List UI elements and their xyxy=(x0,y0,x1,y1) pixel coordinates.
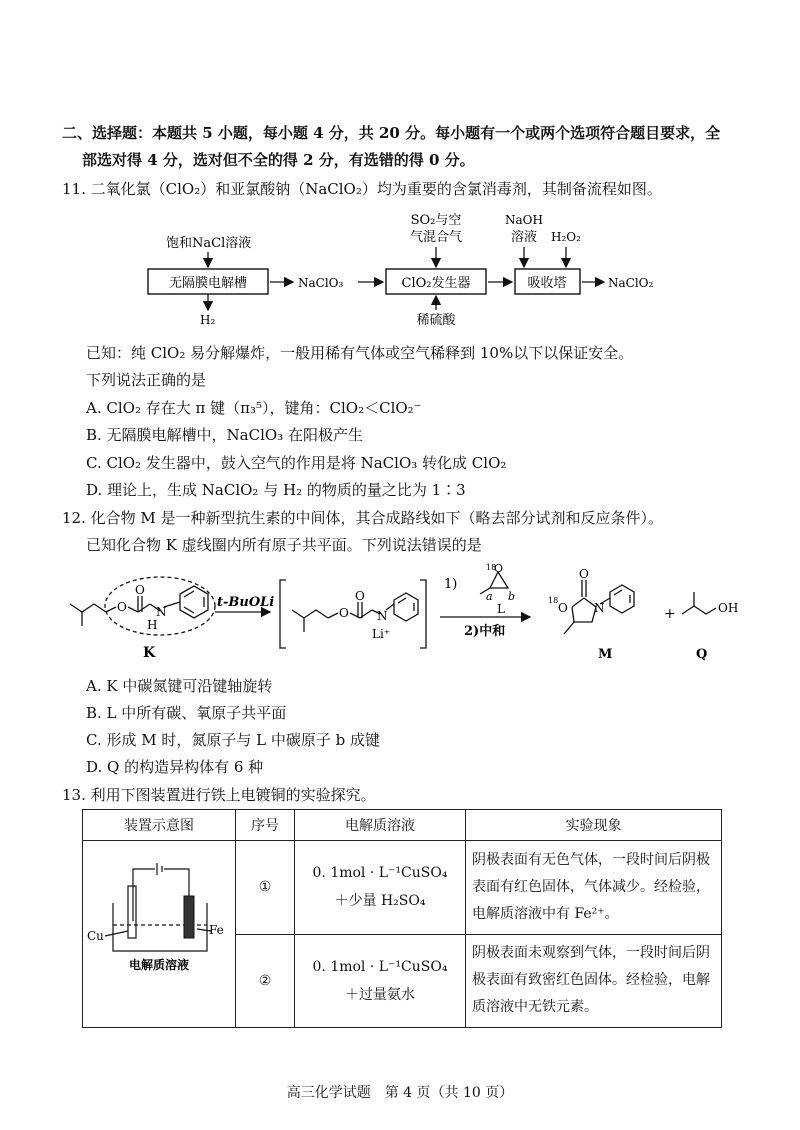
M-iso18: 18 xyxy=(548,596,559,605)
q11-stem: 11. 二氧化氯（ClO₂）和亚氯酸钠（NaClO₂）均为重要的含氯消毒剂，其制备流程如图。 xyxy=(62,180,662,198)
row2-solution-l2: ＋过量氨水 xyxy=(345,986,415,1003)
M-O-ring: O xyxy=(558,601,568,615)
int-O-carbonyl: O xyxy=(355,589,365,603)
M-N: N xyxy=(594,601,605,615)
flow-input-h2so4: 稀硫酸 xyxy=(416,313,456,328)
step2-label: 2)中和 xyxy=(464,624,506,639)
q12-stem2: 已知化合物 K 虚线圈内所有原子共平面。下列说法错误的是 xyxy=(86,536,482,554)
header-solution: 电解质溶液 xyxy=(295,810,466,841)
table-header-row xyxy=(83,810,722,841)
L-atom-b: b xyxy=(508,590,516,603)
q11-ask: 下列说法正确的是 xyxy=(86,371,207,389)
L-O: O xyxy=(494,562,504,575)
q12-option-d: D. Q 的构造异构体有 6 种 xyxy=(86,758,264,776)
step1-label: 1) xyxy=(444,577,458,592)
electroplating-apparatus xyxy=(83,841,235,1023)
K-N: N xyxy=(156,605,167,619)
int-N: N xyxy=(377,609,388,623)
M-O-carbonyl: O xyxy=(579,567,589,581)
row1-phenomenon: 阴极表面有无色气体，一段时间后阴极表面有红色固体，气体减少。经检验，电解质溶液中有 Fe²⁺。 xyxy=(466,841,722,935)
device-label-fe: Fe xyxy=(209,923,224,937)
flow-box2-label: ClO₂发生器 xyxy=(401,276,471,291)
flow-input-naoh-l1: NaOH xyxy=(505,213,543,227)
label-L: L xyxy=(497,602,505,616)
flow-input-so2-l1: SO₂与空 xyxy=(410,213,462,228)
q11-flow-diagram xyxy=(0,210,800,330)
flow-input-h2o2: H₂O₂ xyxy=(551,230,581,244)
flow-product-naclo3: NaClO₃ xyxy=(298,276,344,290)
row1-no: ① xyxy=(236,841,295,935)
plus-sign: + xyxy=(664,606,676,622)
compound-Q xyxy=(682,592,716,614)
q11-option-c: C. ClO₂ 发生器中，鼓入空气的作用是将 NaClO₃ 转化成 ClO₂ xyxy=(86,454,507,472)
header-phenomenon: 实验现象 xyxy=(466,810,722,841)
q12-option-a: A. K 中碳氮键可沿键轴旋转 xyxy=(86,677,273,695)
label-M: M xyxy=(598,647,613,662)
table-row xyxy=(83,841,722,935)
label-K: K xyxy=(143,645,156,661)
flow-byproduct-h2: H₂ xyxy=(200,313,216,327)
device-label-cu: Cu xyxy=(87,929,104,943)
intermediate-anion xyxy=(280,580,426,648)
K-O-ester: O xyxy=(117,600,127,614)
reagent-tBuOLi: t-BuOLi xyxy=(217,595,275,610)
device-cell xyxy=(83,841,236,1028)
L-iso18: 18 xyxy=(486,563,497,572)
q12-stem: 12. 化合物 M 是一种新型抗生素的中间体，其合成路线如下（略去部分试剂和反应条件）。 xyxy=(62,509,664,527)
Q-OH: OH xyxy=(718,601,739,615)
q12-option-c: C. 形成 M 时，氮原子与 L 中碳原子 b 成键 xyxy=(86,731,381,749)
device-caption: 电解质溶液 xyxy=(128,958,190,972)
flow-box1-label: 无隔膜电解槽 xyxy=(168,276,248,291)
row2-no: ② xyxy=(236,934,295,1028)
compound-L xyxy=(480,572,508,594)
int-Li: Li⁺ xyxy=(372,627,391,641)
page-footer: 高三化学试题 第 4 页（共 10 页） xyxy=(286,1085,514,1101)
K-O-carbonyl: O xyxy=(135,583,145,597)
flow-input-naoh-l2: 溶液 xyxy=(510,230,538,245)
flow-input-so2-l2: 气混合气 xyxy=(409,230,463,245)
q11-option-d: D. 理论上，生成 NaClO₂ 与 H₂ 的物质的量之比为 1∶3 xyxy=(86,481,466,499)
q13-experiment-table xyxy=(82,809,722,1028)
row1-solution xyxy=(295,841,466,935)
int-O-ester: O xyxy=(339,606,349,620)
flow-box3-label: 吸收塔 xyxy=(527,276,567,291)
section-header-line2: 部选对得 4 分，选对但不全的得 2 分，有选错的得 0 分。 xyxy=(82,151,475,169)
label-Q: Q xyxy=(696,647,708,662)
header-no: 序号 xyxy=(236,810,295,841)
L-atom-a: a xyxy=(486,590,493,603)
row2-phenomenon: 阴极表面未观察到气体，一段时间后阴极表面有致密红色固体。经检验，电解质溶液中无铁元素。 xyxy=(466,934,722,1028)
flow-input-nacl: 饱和NaCl溶液 xyxy=(166,236,252,251)
row2-solution-l1: 0. 1mol · L⁻¹CuSO₄ xyxy=(312,958,448,975)
q11-known: 已知：纯 ClO₂ 易分解爆炸，一般用稀有气体或空气稀释到 10%以下以保证安全。 xyxy=(86,344,634,362)
q12-synthesis-scheme xyxy=(0,562,800,672)
q12-option-b: B. L 中所有碳、氧原子共平面 xyxy=(86,704,287,722)
row2-solution xyxy=(295,934,466,1028)
K-H: H xyxy=(147,618,158,632)
section-header-line1: 二、选择题：本题共 5 小题，每小题 4 分，共 20 分。每小题有一个或两个选项符合题目要求，全 xyxy=(62,124,721,142)
q11-option-b: B. 无隔膜电解槽中，NaClO₃ 在阳极产生 xyxy=(86,426,363,444)
flow-product-naclo2: NaClO₂ xyxy=(608,276,654,290)
row1-solution-l2: ＋少量 H₂SO₄ xyxy=(334,893,426,910)
q13-stem: 13. 利用下图装置进行铁上电镀铜的实验探究。 xyxy=(62,786,376,804)
header-device: 装置示意图 xyxy=(83,810,236,841)
q11-option-a: A. ClO₂ 存在大 π 键（π₃⁵），键角：ClO₂＜ClO₂⁻ xyxy=(86,399,422,417)
row1-solution-l1: 0. 1mol · L⁻¹CuSO₄ xyxy=(312,865,448,882)
